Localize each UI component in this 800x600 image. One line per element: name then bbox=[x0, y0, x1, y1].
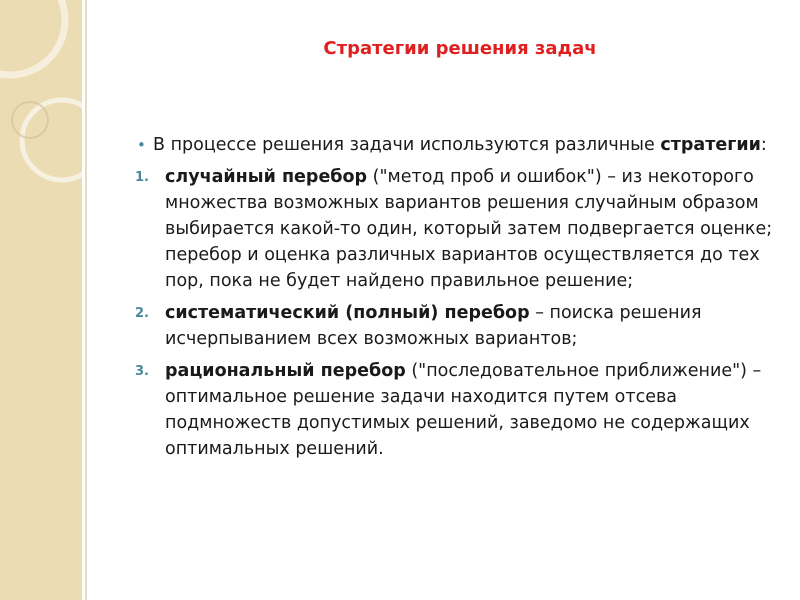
intro-colon: : bbox=[760, 135, 767, 155]
list-item bbox=[135, 164, 775, 294]
decorative-rings bbox=[0, 0, 82, 600]
list-item-term: рациональный перебор bbox=[165, 361, 406, 381]
list-item-text: ("последовательное приближение") – оптимальное решение задачи находится путем отсева подмножеств допустимых решений, заведомо не содержащих оптимальных решений. bbox=[165, 361, 762, 459]
side-divider-line bbox=[85, 0, 87, 600]
list-number: 3. bbox=[135, 364, 149, 379]
list-item-text: – поиска решения исчерпыванием всех возможных вариантов; bbox=[165, 303, 702, 349]
list-number: 2. bbox=[135, 306, 149, 321]
list-number: 1. bbox=[135, 170, 149, 185]
list-item-term: систематический (полный) перебор bbox=[165, 303, 530, 323]
list-item-text: ("метод проб и ошибок") – из некоторого множества возможных вариантов решения случайным образом выбирается какой-то один, который затем подвергается оценке; перебор и оценка различных вариантов осуществляется до тех пор, пока не будет найдено правильное решение; bbox=[165, 167, 773, 291]
intro-paragraph bbox=[135, 132, 775, 158]
slide-content bbox=[135, 132, 775, 462]
intro-bold-term: стратегии bbox=[660, 135, 761, 155]
bullet-icon: • bbox=[137, 136, 146, 154]
list-item bbox=[135, 358, 775, 462]
list-item-term: случайный перебор bbox=[165, 167, 368, 187]
decorative-side-band bbox=[0, 0, 82, 600]
slide-title: Стратегии решения задач bbox=[323, 38, 597, 59]
list-item bbox=[135, 300, 775, 352]
intro-text: В процессе решения задачи используются различные bbox=[153, 135, 661, 155]
